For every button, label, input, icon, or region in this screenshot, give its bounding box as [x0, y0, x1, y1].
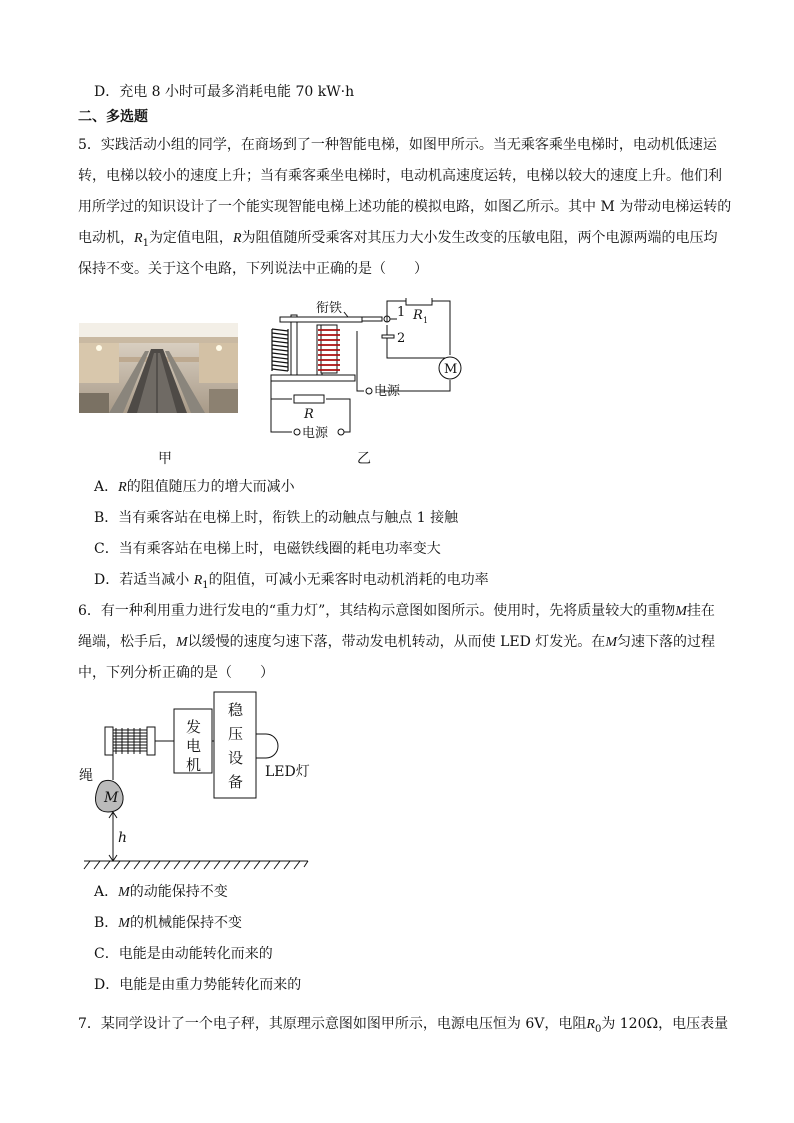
q6-option-c: C．电能是由动能转化而来的: [94, 946, 273, 962]
height-label: h: [118, 830, 128, 846]
led-label: LED灯: [265, 764, 310, 780]
mass-label: M: [104, 790, 119, 806]
generator-char-3: 机: [186, 756, 202, 774]
height-arrow: [109, 812, 117, 861]
coil-icon: [318, 325, 340, 373]
resistor-r: [294, 395, 324, 403]
r1-label: R: [413, 308, 423, 323]
q5-option-d: D．若适当减小 $R_1$的阻值，可减小无乘客时电动机消耗的电功率: [94, 572, 489, 591]
q7-line-1: 7．某同学设计了一个电子秤，其原理示意图如图甲所示，电源电压恒为 6V，电阻$R_0$为 120Ω，电压表量: [78, 1016, 729, 1035]
regulator-char-2: 压: [228, 725, 244, 743]
gravity-lamp-diagram: [76, 688, 312, 876]
relay-circuit-diagram: [262, 298, 472, 440]
q6-option-d: D．电能是由重力势能转化而来的: [94, 977, 302, 993]
section-heading: 二、多选题: [78, 109, 148, 125]
q5-option-b: B．当有乘客站在电梯上时，衔铁上的动触点与触点 1 接触: [94, 510, 459, 526]
option-d-prev: D．充电 8 小时可最多消耗电能 70 kW·h: [94, 84, 355, 100]
contacts-icon: [362, 312, 397, 340]
resistor-r1: [406, 298, 432, 305]
power-label-1: 电源: [374, 384, 401, 399]
led-icon: [256, 734, 278, 758]
q5-line-5: 保持不变。关于这个电路，下列说法中正确的是（ ）: [78, 261, 428, 277]
figure-label-jia: 甲: [158, 451, 172, 467]
q6-line-3: 中，下列分析正确的是（ ）: [78, 665, 274, 681]
contact-2-label: 2: [397, 331, 406, 346]
q5-line-3: 用所学过的知识设计了一个能实现智能电梯上述功能的模拟电路，如图乙所示。其中 M 为带动电梯运转的: [78, 199, 732, 215]
q5-line-1: 5．实践活动小组的同学，在商场到了一种智能电梯，如图甲所示。当无乘客乘坐电梯时，电动机低速运: [78, 137, 717, 153]
generator-char-2: 电: [186, 737, 202, 755]
q6-option-b: B．M的机械能保持不变: [94, 915, 242, 931]
ground-line: [84, 861, 308, 869]
q5-line-2: 转，电梯以较小的速度上升；当有乘客乘坐电梯时，电动机高速度运转，电梯以较大的速度上升。他们利: [78, 168, 722, 184]
q5-option-a: A．R的阻值随压力的增大而减小: [94, 479, 295, 495]
generator-char-1: 发: [186, 718, 202, 736]
q6-line-1: 6．有一种利用重力进行发电的“重力灯”，其结构示意图如图所示。使用时，先将质量较大的重物M挂在: [78, 603, 715, 619]
regulator-char-4: 备: [228, 773, 244, 791]
spool-icon: [105, 727, 174, 755]
electromagnet-frame: [271, 315, 355, 381]
power-label-2: 电源: [302, 426, 329, 440]
contact-1-label: 1: [397, 305, 406, 320]
regulator-char-1: 稳: [228, 701, 244, 719]
q6-line-2: 绳端，松手后，M以缓慢的速度匀速下落，带动发电机转动，从而使 LED 灯发光。在M匀速下落的过程: [78, 634, 715, 650]
r1-subscript: 1: [423, 316, 429, 325]
motor-label: M: [444, 362, 458, 377]
spring-icon: [272, 329, 288, 371]
figure-label-yi: 乙: [357, 451, 371, 467]
q5-option-c: C．当有乘客站在电梯上时，电磁铁线圈的耗电功率变大: [94, 541, 441, 557]
escalator-photo: [79, 323, 238, 413]
regulator-char-3: 设: [228, 749, 244, 767]
armature-label: 衔铁: [316, 301, 343, 316]
q6-option-a: A．M的动能保持不变: [94, 884, 228, 900]
rope-label: 绳: [79, 768, 93, 784]
r-label: R: [304, 407, 314, 422]
q5-line-4: 电动机，$R_1$为定值电阻，R为阻值随所受乘客对其压力大小发生改变的压敏电阻，两个电源两端的电压均: [78, 230, 718, 249]
